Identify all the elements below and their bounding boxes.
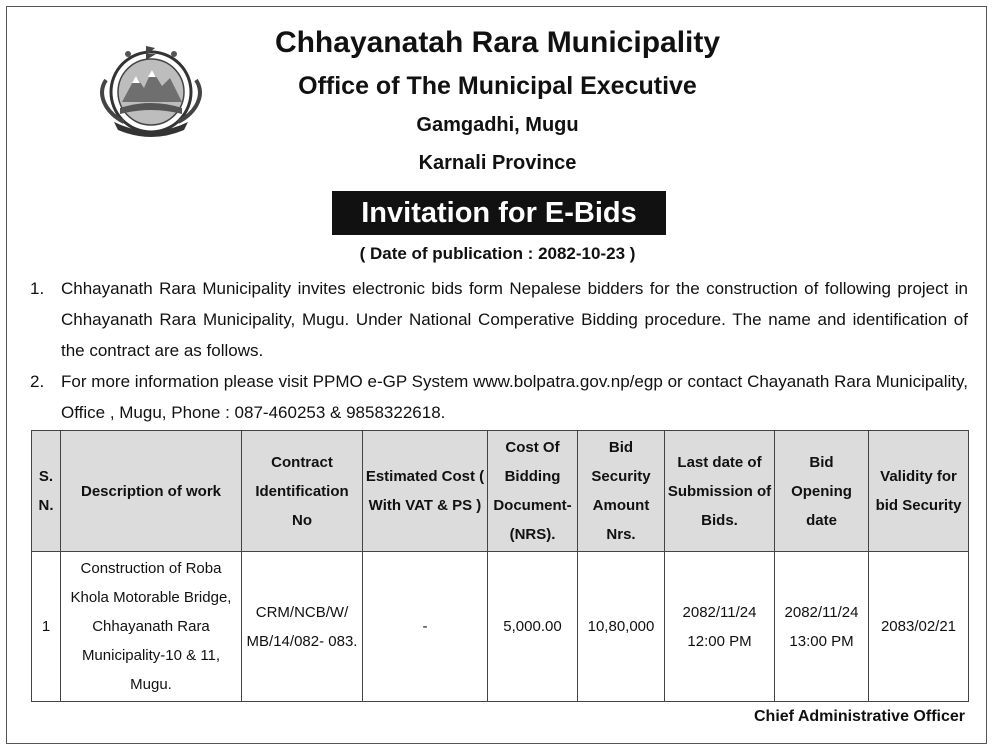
table-header-row — [32, 431, 969, 552]
paragraph-number: 1. — [30, 279, 45, 298]
notice-banner: Invitation for E-Bids — [332, 191, 666, 235]
signoff-title: Chief Administrative Officer — [753, 708, 965, 725]
office-title: Office of The Municipal Executive — [298, 72, 697, 100]
cell-bid-security: 10,80,000 — [578, 552, 665, 702]
cell-contract-id: CRM/NCB/W/ MB/14/082- 083. — [242, 552, 363, 702]
publication-date: ( Date of publication : 2082-10-23 ) — [359, 244, 636, 263]
bids-table — [31, 430, 969, 702]
paragraph-2 — [30, 366, 968, 428]
cell-estimated-cost: - — [363, 552, 488, 702]
paragraph-text: For more information please visit PPMO e-GP System www.bolpatra.gov.np/egp or contact Chayanath Rara Municipality, Office , Mugu, Phone : 087-460253 & 9858322618. — [61, 372, 968, 422]
province-line: Karnali Province — [418, 152, 577, 174]
cell-sn: 1 — [32, 552, 61, 702]
column-header-bid-security: Bid Security Amount Nrs. — [578, 431, 665, 552]
column-header-opening-date: Bid Opening date — [775, 431, 869, 552]
table-row — [32, 552, 969, 702]
column-header-estimated-cost: Estimated Cost ( With VAT & PS ) — [363, 431, 488, 552]
column-header-description: Description of work — [61, 431, 242, 552]
paragraph-number: 2. — [30, 372, 45, 391]
column-header-contract-id: Contract Identification No — [242, 431, 363, 552]
column-header-doc-cost: Cost Of Bidding Document- (NRS). — [488, 431, 578, 552]
column-header-validity: Validity for bid Security — [869, 431, 969, 552]
cell-last-submission: 2082/11/24 12:00 PM — [665, 552, 775, 702]
organization-title: Chhayanatah Rara Municipality — [274, 26, 721, 59]
column-header-sn: S. N. — [32, 431, 61, 552]
cell-description: Construction of Roba Khola Motorable Bridge, Chhayanath Rara Municipality-10 & 11, Mugu. — [61, 552, 242, 702]
paragraph-text: Chhayanath Rara Municipality invites electronic bids form Nepalese bidders for the construction of following project in Chhayanath Rara Municipality, Mugu. Under National Comperative Bidding procedure. The name and identification of the contract are as follows. — [61, 279, 968, 360]
column-header-last-submission: Last date of Submission of Bids. — [665, 431, 775, 552]
paragraph-1 — [30, 273, 968, 366]
address-line: Gamgadhi, Mugu — [416, 114, 579, 136]
cell-doc-cost: 5,000.00 — [488, 552, 578, 702]
cell-opening-date: 2082/11/24 13:00 PM — [775, 552, 869, 702]
cell-validity: 2083/02/21 — [869, 552, 969, 702]
